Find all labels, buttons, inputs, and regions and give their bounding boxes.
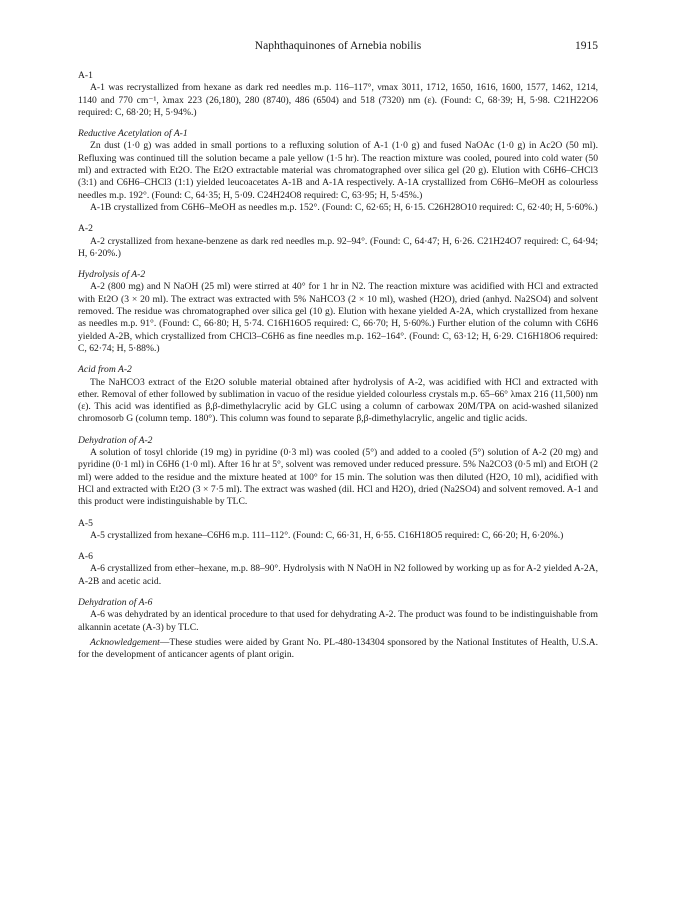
article-body — [78, 70, 598, 661]
section-heading-a1: A-1 — [78, 70, 93, 81]
acknowledgement — [78, 637, 598, 662]
section-heading-reductive-acetylation: Reductive Acetylation of A-1 — [78, 128, 188, 140]
section-heading-hydrolysis: Hydrolysis of A-2 — [78, 269, 146, 281]
paragraph-reductive-2: A-1B crystallized from C6H6–MeOH as needles m.p. 152°. (Found: C, 62·65; H, 6·15. C26H28O10 required: C, 62·40; H, 5·60%.) — [90, 201, 598, 213]
acknowledgement-text: —These studies were aided by Grant No. PL-480-134304 sponsored by the National Institutes of Health, U.S.A. for the development of anticancer agents of plant origin. — [78, 636, 598, 661]
paragraph-dehydration-a2: A solution of tosyl chloride (19 mg) in pyridine (0·3 ml) was cooled (5°) and added to a cooled (5°) solution of A-2 (20 mg) and pyridine (0·1 ml) in C6H6 (1·0 ml). After 16 hr at 5°, solvent was removed under reduced pressure. 5% Na2CO3 (0·5 ml) and EtOH (2 ml) were added to the residue and the mixture heated at 100° for 15 min. The solution was then diluted (H2O, 10 ml), acidified with HCl and extracted with Et2O (3 × 7·5 ml). The extract was washed (dil. HCl and H2O), dried (Na2SO4) and solvent removed. A-1 and this product were indistinguishable by TLC. — [78, 447, 598, 508]
page-number: 1915 — [575, 40, 598, 52]
acknowledgement-label: Acknowledgement — [90, 636, 160, 648]
running-header — [78, 40, 598, 56]
paragraph-a5: A-5 crystallized from hexane–C6H6 m.p. 111–112°. (Found: C, 66·31, H, 6·55. C16H18O5 required: C, 66·20; H, 6·20%.) — [90, 529, 564, 541]
section-heading-acid: Acid from A-2 — [78, 364, 132, 376]
paragraph-acid: The NaHCO3 extract of the Et2O soluble material obtained after hydrolysis of A-2, was acidified with HCl and extracted with ether. Removal of ether followed by sublimation in vacuo of the residue yielded colourless crystals m.p. 65–66° λmax 216 (11,500) nm (ε). This acid was identified as β,β-dimethylacrylic acid by GLC using a column of carbowax 20M/TPA on acid-washed silanized chromosorb G (column temp. 180°). This column was found to separate β,β-dimethylacrylic, angelic and tiglic acids. — [78, 376, 598, 425]
paragraph-reductive-1: Zn dust (1·0 g) was added in small portions to a refluxing solution of A-1 (1·0 g) and fused NaOAc (1·0 g) in Ac2O (50 ml). Refluxing was continued till the solution became a pale yellow (1·5 hr). The reaction mixture was cooled, poured into cold water (50 ml) and extracted with Et2O. The Et2O extractable material was chromatographed over silica gel (20 g). Elution with C6H6–CHCl3 (3:1) and C6H6–CHCl3 (1:1) yielded leucoacetates A-1B and A-1A respectively. A-1A crystallized from C6H6–MeOH as colourless needles m.p. 192°. (Found: C, 64·35; H, 5·09. C24H24O8 required: C, 63·95; H, 5·45%.) — [78, 140, 598, 201]
paragraph-hydrolysis: A-2 (800 mg) and N NaOH (25 ml) were stirred at 40° for 1 hr in N2. The reaction mixture was acidified with HCl and extracted with Et2O (3 × 20 ml). The extract was extracted with 5% NaHCO3 (2 × 10 ml), washed (H2O), dried (anhyd. Na2SO4) and solvent removed. The residue was chromatographed over silica gel (10 g). Elution with hexane yielded A-2A, which crystallized from hexane as needles m.p. 91°. (Found: C, 66·80; H, 5·74. C16H16O5 required: C, 66·70; H, 5·60%.) Further elution of the column with C6H6 yielded A-2B, which crystallized from CHCl3–C6H6 as fine needles m.p. 162–164°. (Found: C, 63·12; H, 6·29. C16H18O6 required: C, 62·74; H, 5·88%.) — [78, 281, 598, 354]
section-heading-dehydration-a2: Dehydration of A-2 — [78, 434, 153, 446]
running-title: Naphthaquinones of Arnebia nobilis — [254, 40, 422, 52]
section-heading-a2: A-2 — [78, 223, 93, 235]
paragraph-a6: A-6 crystallized from ether–hexane, m.p. 88–90°. Hydrolysis with N NaOH in N2 followed by working up as for A-2 yielded A-2A, A-2B and acetic acid. — [78, 563, 598, 587]
section-heading-dehydration-a6: Dehydration of A-6 — [78, 596, 153, 608]
paragraph-a2: A-2 crystallized from hexane-benzene as dark red needles m.p. 92–94°. (Found: C, 64·47; H, 6·26. C21H24O7 required: C, 64·94; H, 6·20%.) — [78, 235, 598, 259]
section-heading-a6: A-6 — [78, 551, 93, 563]
paragraph-a1: A-1 was recrystallized from hexane as dark red needles m.p. 116–117°, νmax 3011, 1712, 1650, 1616, 1600, 1577, 1462, 1214, 1140 and 770 cm⁻¹, λmax 223 (26,180), 280 (8740), 486 (6504) and 518 (7320) nm (ε). (Found: C, 68·39; H, 5·98. C21H22O6 required: C, 68·20; H, 5·94%.) — [78, 82, 598, 118]
paragraph-dehydration-a6: A-6 was dehydrated by an identical procedure to that used for dehydrating A-2. The product was found to be indistinguishable from alkannin acetate (A-3) by TLC. — [78, 609, 598, 633]
section-heading-a5: A-5 — [78, 517, 93, 529]
